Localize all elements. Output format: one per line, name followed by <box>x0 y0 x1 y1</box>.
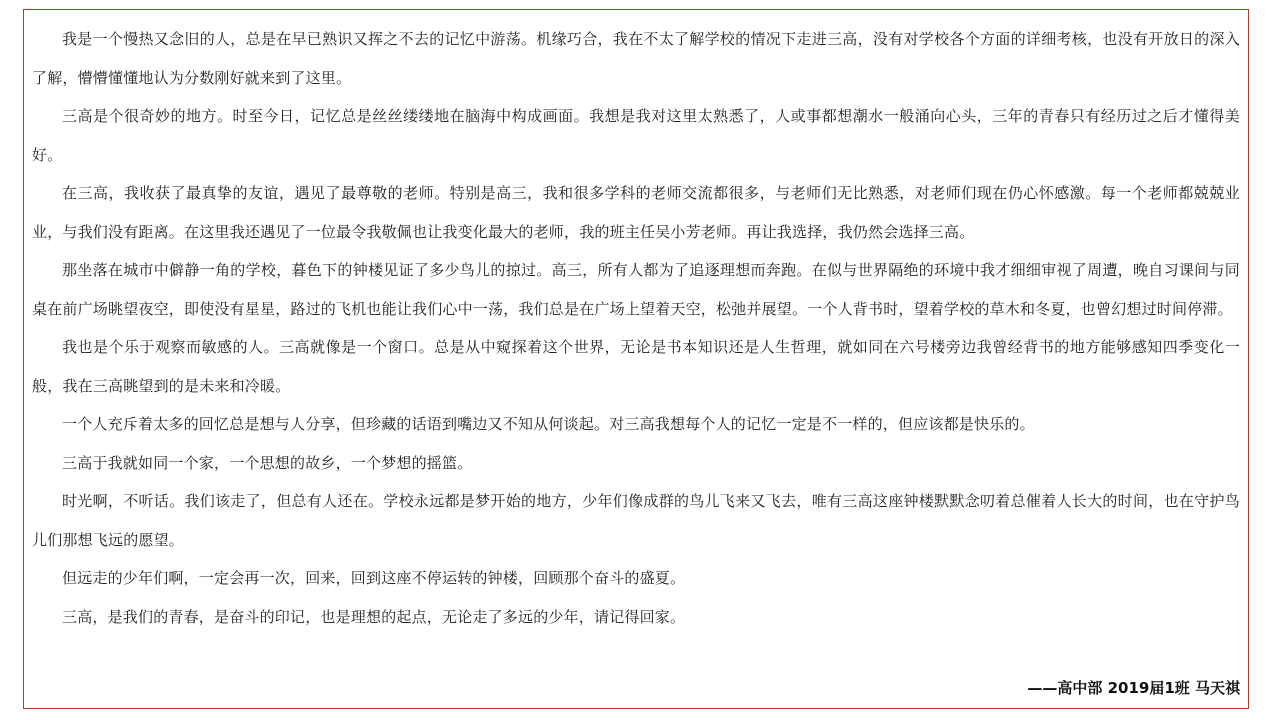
paragraph-6: 一个人充斥着太多的回忆总是想与人分享，但珍藏的话语到嘴边又不知从何谈起。对三高我想每个人的记忆一定是不一样的，但应该都是快乐的。 <box>62 415 1035 433</box>
paragraph-9: 但远走的少年们啊，一定会再一次，回来，回到这座不停运转的钟楼，回顾那个奋斗的盛夏。 <box>62 569 686 587</box>
paragraph-1: 我是一个慢热又念旧的人，总是在早已熟识又挥之不去的记忆中游荡。机缘巧合，我在不太了解学校的情况下走进三高，没有对学校各个方面的详细考核，也没有开放日的深入了解，懵懵懂懂地认为分数刚好就来到了这里。 <box>32 30 1240 87</box>
paragraph-5: 我也是个乐于观察而敏感的人。三高就像是一个窗口。总是从中窥探着这个世界，无论是书本知识还是人生哲理，就如同在六号楼旁边我曾经背书的地方能够感知四季变化一般，我在三高眺望到的是未来和冷暖。 <box>32 338 1240 395</box>
paragraph-10: 三高，是我们的青春，是奋斗的印记，也是理想的起点，无论走了多远的少年，请记得回家。 <box>62 607 686 626</box>
author-signature: ——高中部 2019届1班 马天祺 <box>1027 679 1240 697</box>
paragraph-3: 在三高，我收获了最真挚的友谊，遇见了最尊敬的老师。特别是高三，我和很多学科的老师交流都很多，与老师们无比熟悉，对老师们现在仍心怀感激。每一个老师都兢兢业业，与我们没有距离。在这里我还遇见了一位最令我敬佩也让我变化最大的老师，我的班主任吴小芳老师。再让我选择，我仍然会选择三高。 <box>32 184 1240 241</box>
article-frame <box>23 9 1249 709</box>
paragraph-7: 三高于我就如同一个家，一个思想的故乡，一个梦想的摇篮。 <box>62 453 473 472</box>
paragraph-8: 时光啊，不听话。我们该走了，但总有人还在。学校永远都是梦开始的地方，少年们像成群的鸟儿飞来又飞去，唯有三高这座钟楼默默念叨着总催着人长大的时间，也在守护鸟儿们那想飞远的愿望。 <box>32 492 1240 549</box>
paragraph-2: 三高是个很奇妙的地方。时至今日，记忆总是丝丝缕缕地在脑海中构成画面。我想是我对这里太熟悉了，人或事都想潮水一般涌向心头，三年的青春只有经历过之后才懂得美好。 <box>32 107 1240 164</box>
paragraph-4: 那坐落在城市中僻静一角的学校，暮色下的钟楼见证了多少鸟儿的掠过。高三，所有人都为了追逐理想而奔跑。在似与世界隔绝的环境中我才细细审视了周遭，晚自习课间与同桌在前广场眺望夜空，即使没有星星，路过的飞机也能让我们心中一荡，我们总是在广场上望着天空，松弛并展望。一个人背书时，望着学校的草木和冬夏，也曾幻想过时间停滞。 <box>32 261 1240 318</box>
